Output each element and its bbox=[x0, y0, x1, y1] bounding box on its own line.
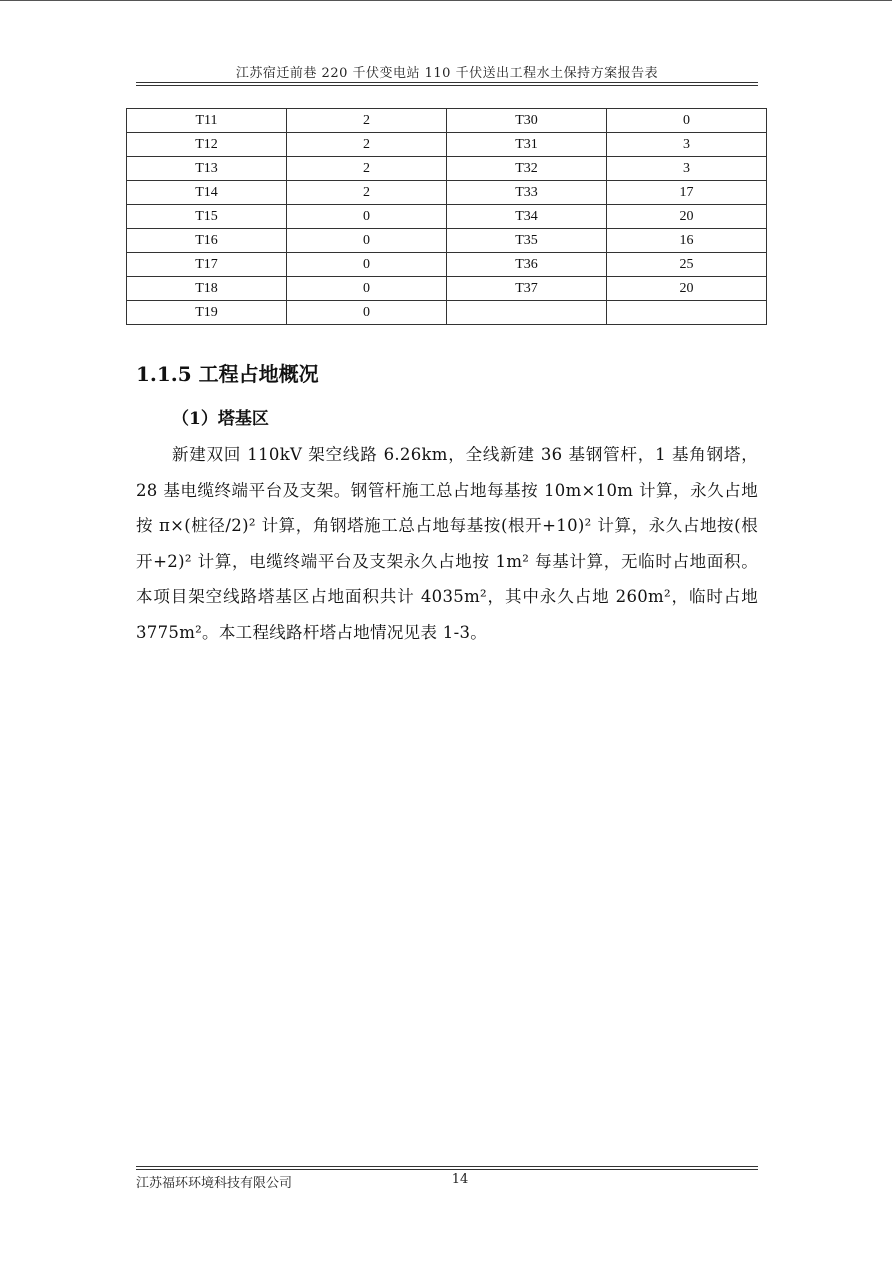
header-rule-double bbox=[136, 85, 758, 86]
section-heading: 1.1.5 工程占地概况 bbox=[136, 362, 319, 386]
footer-rule-double bbox=[136, 1169, 758, 1170]
value-cell: 17 bbox=[607, 181, 767, 205]
value-cell: 0 bbox=[287, 229, 447, 253]
tower-id-cell: T12 bbox=[127, 133, 287, 157]
tower-id-cell: T13 bbox=[127, 157, 287, 181]
tower-id-cell: T35 bbox=[447, 229, 607, 253]
table-row bbox=[127, 301, 767, 325]
tower-id-cell: T31 bbox=[447, 133, 607, 157]
table-row bbox=[127, 157, 767, 181]
table-row bbox=[127, 181, 767, 205]
value-cell: 20 bbox=[607, 205, 767, 229]
table-row bbox=[127, 277, 767, 301]
value-cell: 16 bbox=[607, 229, 767, 253]
value-cell: 0 bbox=[287, 205, 447, 229]
table-row bbox=[127, 253, 767, 277]
tower-id-cell: T14 bbox=[127, 181, 287, 205]
value-cell: 2 bbox=[287, 157, 447, 181]
table-row bbox=[127, 205, 767, 229]
value-cell: 0 bbox=[287, 277, 447, 301]
tower-id-cell: T15 bbox=[127, 205, 287, 229]
table-body bbox=[127, 109, 767, 325]
footer-rule bbox=[136, 1166, 758, 1167]
tower-id-cell: T17 bbox=[127, 253, 287, 277]
value-cell: 25 bbox=[607, 253, 767, 277]
value-cell: 2 bbox=[287, 109, 447, 133]
footer-company-name: 江苏福环环境科技有限公司 bbox=[136, 1176, 293, 1191]
tower-id-cell: T19 bbox=[127, 301, 287, 325]
table-row bbox=[127, 109, 767, 133]
tower-id-cell: T16 bbox=[127, 229, 287, 253]
tower-id-cell bbox=[447, 301, 607, 325]
tower-id-cell: T37 bbox=[447, 277, 607, 301]
value-cell: 0 bbox=[287, 301, 447, 325]
page-header-title: 江苏宿迁前巷 220 千伏变电站 110 千伏送出工程水土保持方案报告表 bbox=[235, 66, 659, 81]
tower-area-table bbox=[126, 108, 767, 325]
value-cell: 3 bbox=[607, 133, 767, 157]
tower-id-cell: T34 bbox=[447, 205, 607, 229]
subsection-heading: （1）塔基区 bbox=[172, 409, 269, 429]
value-cell: 20 bbox=[607, 277, 767, 301]
table-row bbox=[127, 229, 767, 253]
value-cell: 2 bbox=[287, 181, 447, 205]
value-cell bbox=[607, 301, 767, 325]
body-paragraph: 新建双回 110kV 架空线路 6.26km，全线新建 36 基钢管杆，1 基角钢塔，28 基电缆终端平台及支架。钢管杆施工总占地每基按 10m×10m 计算，永久占地按 π×(桩径/2)² 计算，角钢塔施工总占地每基按(根开+10)² 计算，永久占地按(根开+2)² 计算，电缆终端平台及支架永久占地按 1m² 每基计算，无临时占地面积。本项目架空线路塔基区占地面积共计 4035m²，其中永久占地 260m²，临时占地 3775m²。本工程线路杆塔占地情况见表 1-3。 bbox=[136, 445, 758, 642]
value-cell: 3 bbox=[607, 157, 767, 181]
value-cell: 0 bbox=[607, 109, 767, 133]
tower-id-cell: T32 bbox=[447, 157, 607, 181]
page-top-border bbox=[0, 0, 892, 1]
tower-id-cell: T18 bbox=[127, 277, 287, 301]
table-row bbox=[127, 133, 767, 157]
tower-id-cell: T30 bbox=[447, 109, 607, 133]
tower-id-cell: T11 bbox=[127, 109, 287, 133]
tower-id-cell: T33 bbox=[447, 181, 607, 205]
header-rule bbox=[136, 82, 758, 83]
value-cell: 0 bbox=[287, 253, 447, 277]
tower-id-cell: T36 bbox=[447, 253, 607, 277]
page-number: 14 bbox=[451, 1172, 469, 1187]
value-cell: 2 bbox=[287, 133, 447, 157]
